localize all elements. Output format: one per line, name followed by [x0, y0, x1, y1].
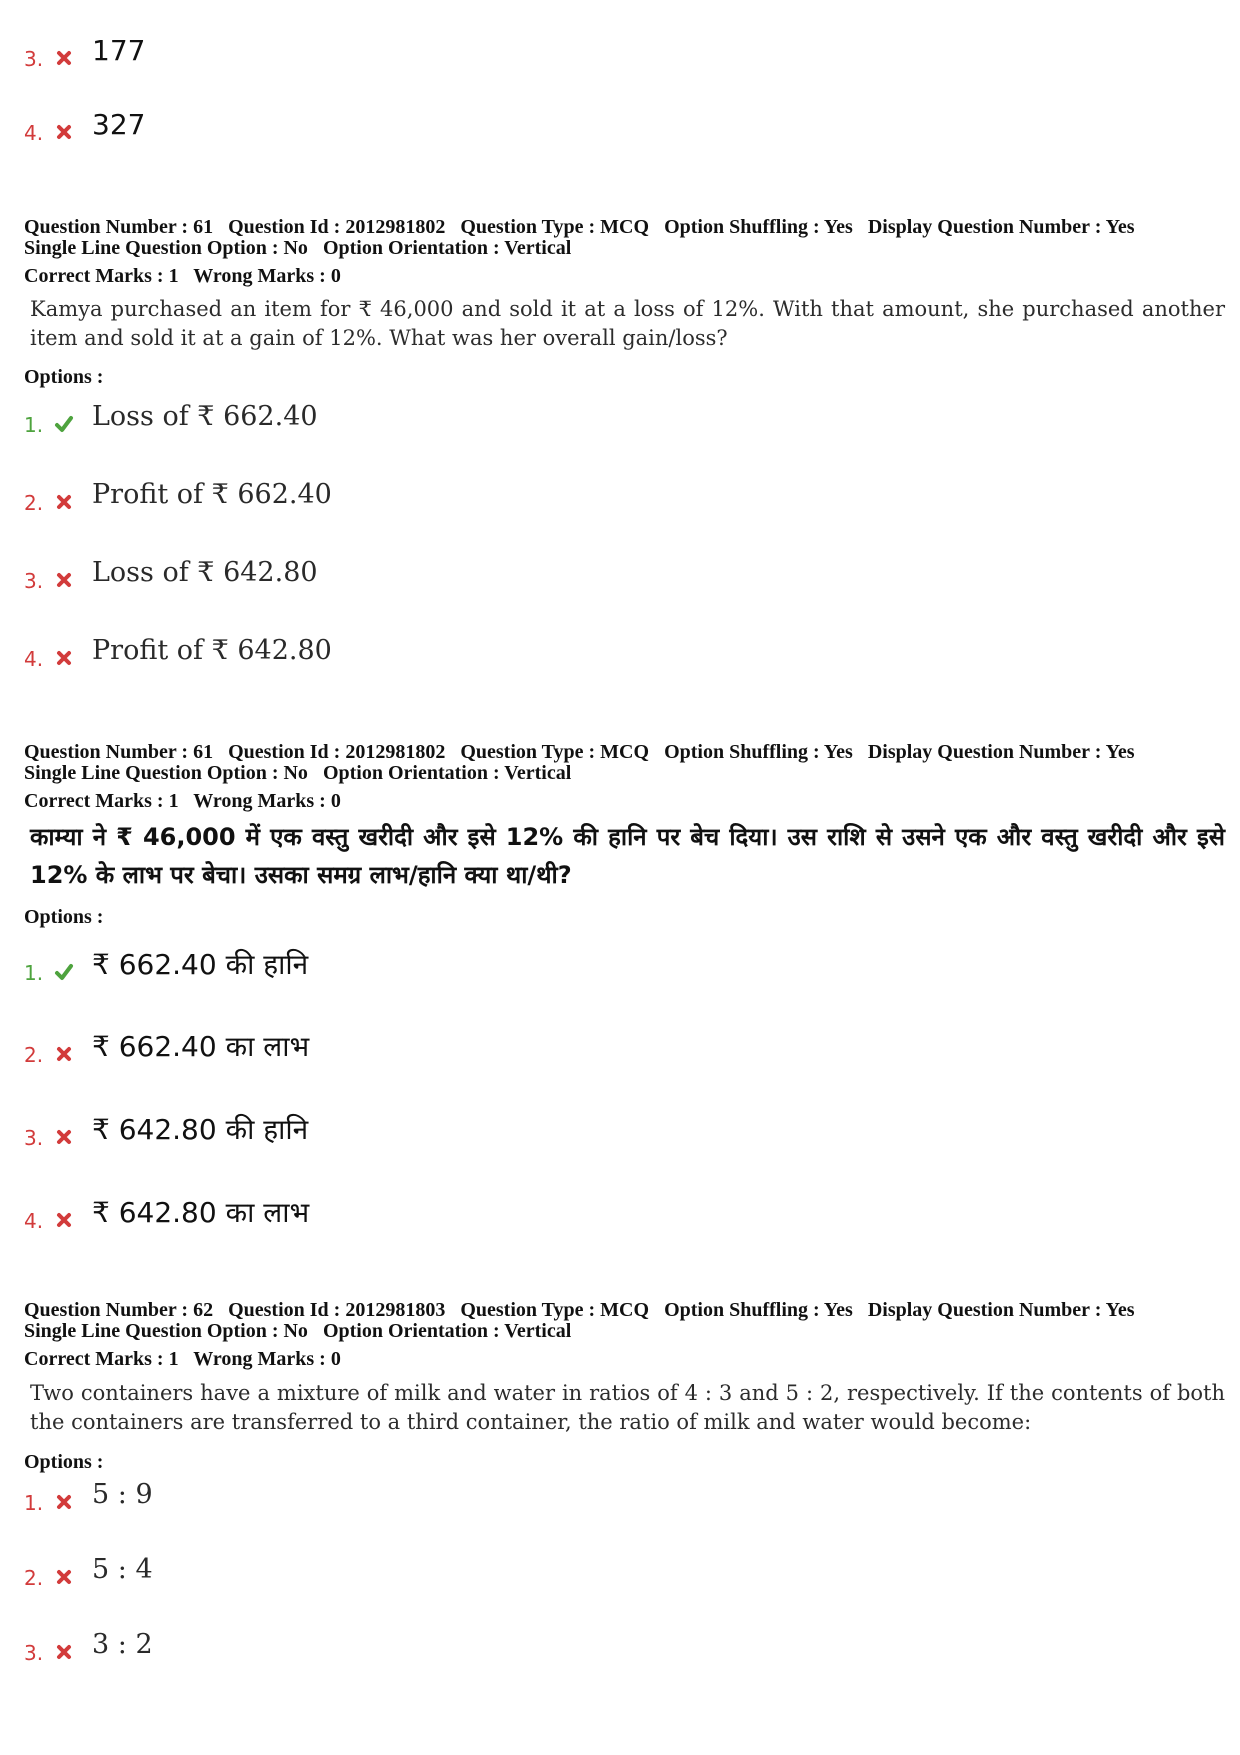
marks-line: Correct Marks : 1 Wrong Marks : 0 — [24, 1348, 341, 1370]
question-text: काम्या ने ₹ 46,000 में एक वस्तु खरीदी और इसे 12% की हानि पर बेच दिया। उस राशि से उसने एक और वस्तु खरीदी और इसे 12% के लाभ पर बेचा। उसका समग्र लाभ/हानि क्या था/थी? — [30, 823, 1225, 889]
cross-icon — [54, 1044, 74, 1064]
cross-icon — [54, 1567, 74, 1587]
meta-line-2: Single Line Question Option : No Option Orientation : Vertical — [24, 1320, 572, 1342]
option-number: 1. — [24, 961, 44, 985]
cross-icon — [54, 570, 74, 590]
option-text: 5 : 4 — [92, 1554, 153, 1585]
check-icon — [54, 962, 74, 982]
option-number: 4. — [24, 1209, 44, 1233]
marks-line: Correct Marks : 1 Wrong Marks : 0 — [24, 265, 341, 287]
question-text: Two containers have a mixture of milk and water in ratios of 4 : 3 and 5 : 2, respectively. If the contents of both the containers are transferred to a third container, the ratio of milk and water would become: — [30, 1381, 1225, 1434]
option-number: 1. — [24, 413, 44, 437]
cross-icon — [54, 1127, 74, 1147]
option-text: ₹ 642.80 की हानि — [92, 1113, 309, 1146]
cross-icon — [54, 1642, 74, 1662]
cross-icon — [54, 48, 74, 68]
question-text: Kamya purchased an item for ₹ 46,000 and sold it at a loss of 12%. With that amount, she purchased another item and sold it at a gain of 12%. What was her overall gain/loss? — [30, 297, 1225, 350]
option-number: 3. — [24, 1126, 44, 1150]
options-label: Options : — [24, 1451, 104, 1473]
question-meta — [24, 217, 1224, 259]
cross-icon — [54, 648, 74, 668]
option-text: Profit of ₹ 662.40 — [92, 479, 332, 510]
option-text: 177 — [92, 34, 146, 67]
option-number: 1. — [24, 1491, 44, 1515]
meta-line-1: Question Number : 61 Question Id : 2012981802 Question Type : MCQ Option Shuffling : Yes Display Question Number : Yes — [24, 216, 1135, 238]
option-number: 2. — [24, 491, 44, 515]
option-text: 5 : 9 — [92, 1479, 153, 1510]
option-text: 3 : 2 — [92, 1629, 153, 1660]
cross-icon — [54, 1210, 74, 1230]
cross-icon — [54, 492, 74, 512]
option-text: ₹ 662.40 की हानि — [92, 948, 309, 981]
option-text: Loss of ₹ 662.40 — [92, 401, 318, 432]
option-text: ₹ 662.40 का लाभ — [92, 1030, 310, 1063]
option-text: Profit of ₹ 642.80 — [92, 635, 332, 666]
cross-icon — [54, 1492, 74, 1512]
cross-icon — [54, 122, 74, 142]
meta-line-2: Single Line Question Option : No Option Orientation : Vertical — [24, 762, 572, 784]
option-number: 2. — [24, 1566, 44, 1590]
check-icon — [54, 414, 74, 434]
options-label: Options : — [24, 906, 104, 928]
options-label: Options : — [24, 366, 104, 388]
option-number: 4. — [24, 647, 44, 671]
option-number: 2. — [24, 1043, 44, 1067]
option-number: 3. — [24, 569, 44, 593]
option-number: 3. — [24, 1641, 44, 1665]
meta-line-1: Question Number : 62 Question Id : 2012981803 Question Type : MCQ Option Shuffling : Yes Display Question Number : Yes — [24, 1299, 1135, 1321]
question-meta — [24, 742, 1224, 784]
meta-line-1: Question Number : 61 Question Id : 2012981802 Question Type : MCQ Option Shuffling : Yes Display Question Number : Yes — [24, 741, 1135, 763]
option-number: 3. — [24, 47, 44, 71]
option-text: 327 — [92, 108, 146, 141]
option-text: Loss of ₹ 642.80 — [92, 557, 318, 588]
meta-line-2: Single Line Question Option : No Option Orientation : Vertical — [24, 237, 572, 259]
option-text: ₹ 642.80 का लाभ — [92, 1196, 310, 1229]
marks-line: Correct Marks : 1 Wrong Marks : 0 — [24, 790, 341, 812]
option-number: 4. — [24, 121, 44, 145]
question-meta — [24, 1300, 1224, 1342]
